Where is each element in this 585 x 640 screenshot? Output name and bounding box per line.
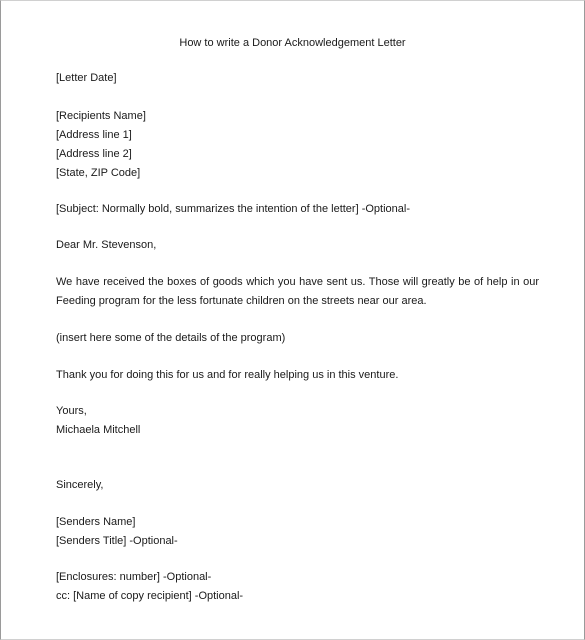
body-paragraph: We have received the boxes of goods which you have sent us. Those will greatly be of help in our Feeding program for the less fortunate children on the streets near our area.	[56, 276, 539, 307]
program-note: (insert here some of the details of the program)	[56, 332, 286, 344]
yours-closing: Yours,	[56, 405, 87, 417]
recipient-name: [Recipients Name]	[56, 110, 146, 122]
cc-line: cc: [Name of copy recipient] -Optional-	[56, 590, 244, 602]
thanks-paragraph: Thank you for doing this for us and for really helping us in this venture.	[56, 369, 399, 381]
document-title: How to write a Donor Acknowledgement Letter	[179, 37, 406, 49]
enclosures-line: [Enclosures: number] -Optional-	[56, 571, 212, 583]
subject-line: [Subject: Normally bold, summarizes the intention of the letter] -Optional-	[56, 203, 410, 215]
sender-title: [Senders Title] -Optional-	[56, 535, 178, 547]
recipient-address-line-2: [Address line 2]	[56, 148, 132, 160]
sender-name: [Senders Name]	[56, 516, 136, 528]
letter-date: [Letter Date]	[56, 72, 117, 84]
recipient-address-line-1: [Address line 1]	[56, 129, 132, 141]
salutation: Dear Mr. Stevenson,	[56, 239, 157, 251]
signer-name: Michaela Mitchell	[56, 424, 141, 436]
recipient-state-zip: [State, ZIP Code]	[56, 167, 141, 179]
sincerely-closing: Sincerely,	[56, 479, 104, 491]
